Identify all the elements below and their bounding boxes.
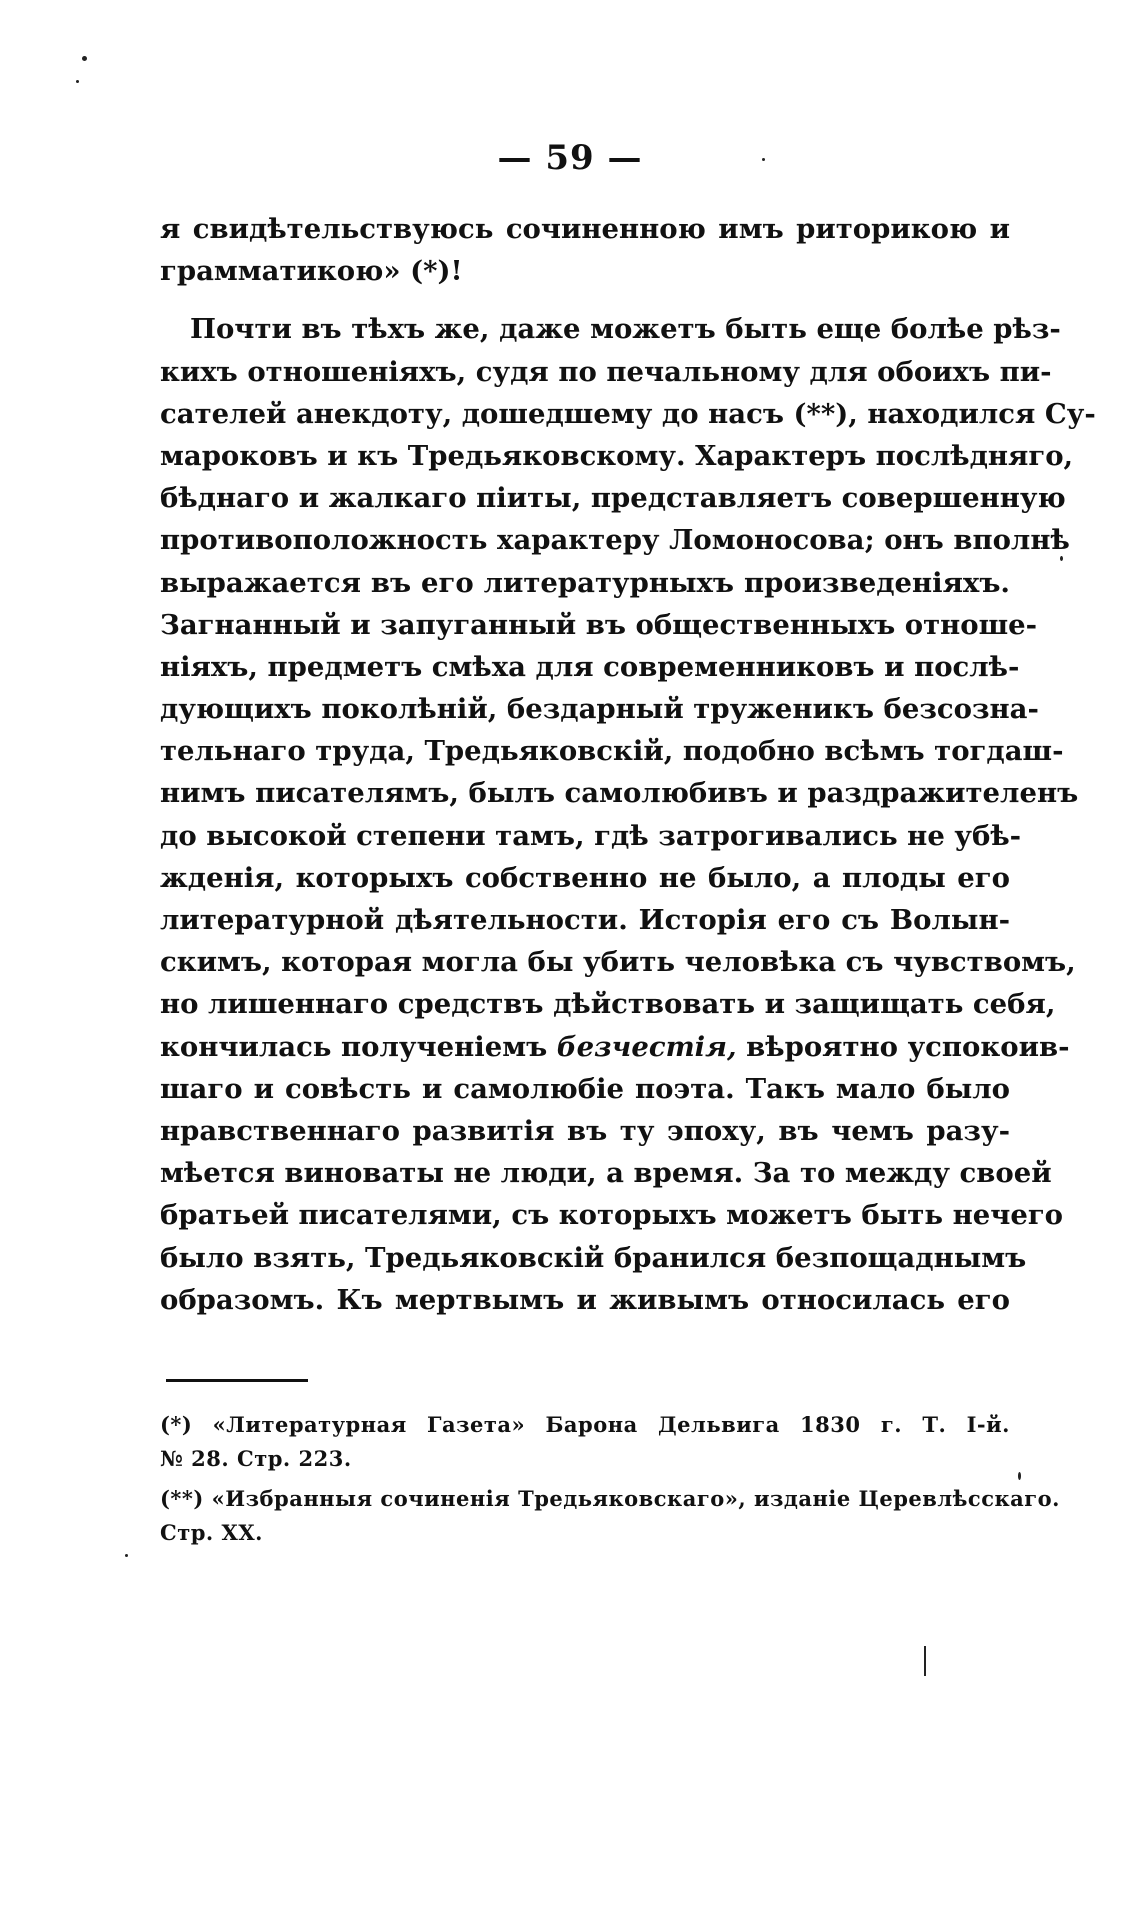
text-line: нимъ писателямъ, былъ самолюбивъ и раздражителенъ: [160, 777, 1079, 810]
text-line: дующихъ поколѣній, бездарный труженикъ безсозна-: [160, 693, 1039, 726]
text-line: было взять, Тредьяковскій бранился безпощаднымъ: [160, 1241, 1027, 1274]
scan-speck: [762, 158, 765, 161]
scan-speck: [82, 56, 87, 61]
text-line: ніяхъ, предметъ смѣха для современниковъ и послѣ-: [160, 650, 1020, 683]
text-line: я свидѣтельствуюсь сочиненною имъ риторикою и: [160, 213, 1010, 245]
text-segment: вѣроятно успокоив-: [736, 1030, 1070, 1063]
text-line: грамматикою» (*)!: [160, 255, 463, 288]
footnotes: [160, 1408, 1060, 1550]
footnote-1-line: № 28. Стр. 223.: [160, 1446, 352, 1471]
footnote-rule: [166, 1379, 308, 1382]
scan-speck: [125, 1554, 128, 1557]
text-line: сателей анекдоту, дошедшему до насъ (**), находился Су-: [160, 397, 1096, 430]
text-line: бѣднаго и жалкаго піиты, представляетъ совершенную: [160, 482, 1066, 515]
text-line-with-italic: [160, 1026, 1070, 1068]
text-line: противоположность характеру Ломоносова; онъ вполнѣ: [160, 524, 1070, 557]
body-text: [160, 208, 1096, 1321]
text-line: скимъ, которая могла бы убить человѣка съ чувствомъ,: [160, 946, 1076, 979]
text-line: шаго и совѣсть и самолюбіе поэта. Такъ мало было: [160, 1072, 1010, 1105]
text-line: братьей писателями, съ которыхъ можетъ быть нечего: [160, 1199, 1064, 1232]
text-line: Загнанный и запуганный въ общественныхъ отноше-: [160, 608, 1038, 641]
page-number: — 59 —: [497, 138, 643, 178]
italic-word: безчестія,: [556, 1030, 737, 1063]
text-line: до высокой степени тамъ, гдѣ затрогивались не убѣ-: [160, 819, 1022, 852]
text-line: но лишеннаго средствъ дѣйствовать и защищать себя,: [160, 988, 1056, 1021]
text-line: мѣется виноваты не люди, а время. За то между своей: [160, 1157, 1052, 1190]
scan-mark: [924, 1646, 926, 1676]
text-segment: кончилась полученіемъ: [160, 1030, 557, 1063]
scan-speck: [1060, 556, 1063, 561]
text-line: жденія, которыхъ собственно не было, а плоды его: [160, 861, 1010, 894]
text-line: нравственнаго развитія въ ту эпоху, въ чемъ разу-: [160, 1114, 1010, 1147]
text-line: тельнаго труда, Тредьяковскій, подобно всѣмъ тогдаш-: [160, 735, 1064, 768]
text-line: кихъ отношеніяхъ, судя по печальному для обоихъ пи-: [160, 355, 1052, 388]
text-line: Почти въ тѣхъ же, даже можетъ быть еще болѣе рѣз-: [190, 313, 1061, 346]
scan-speck: [1018, 1472, 1021, 1480]
footnote-1-line: (*) «Литературная Газета» Барона Дельвига 1830 г. Т. I-й.: [160, 1412, 1010, 1437]
scan-speck: [76, 80, 79, 83]
text-line: литературной дѣятельности. Исторія его съ Волын-: [160, 904, 1010, 936]
text-line: образомъ. Къ мертвымъ и живымъ относилась его: [160, 1283, 1010, 1316]
footnote-2-line: Стр. XX.: [160, 1520, 263, 1545]
paragraph-gap: [160, 292, 1010, 308]
text-line: выражается въ его литературныхъ произведеніяхъ.: [160, 566, 1010, 599]
text-line: мароковъ и къ Тредьяковскому. Характеръ послѣдняго,: [160, 439, 1074, 472]
footnote-2-line: (**) «Избранныя сочиненія Тредьяковскаго», изданіе Церевлѣсскаго.: [160, 1486, 1060, 1511]
